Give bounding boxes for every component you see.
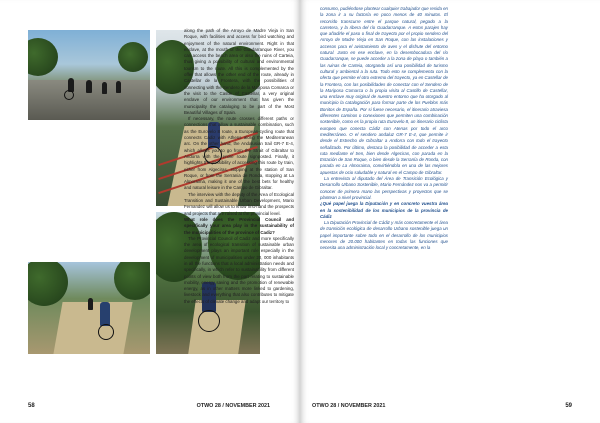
left-folio xyxy=(28,403,270,409)
page-number: 59 xyxy=(565,403,572,409)
photo-cyclists-path xyxy=(28,262,150,354)
body-paragraph: If necessary, the route crosses different paths or connections that allow a sustainable combination, such as the Eurovelo 8 route, a European-cycling route that connects Cadiz with Athens along the Mediterranean arc. On the other hand, the Andalusian trail GR-7 E-4, which allows you to go from the Strait of Gibraltar to Andorra with the entire route signposted. Finally, it highlights the possibility of accessing this route by train, either from Algeciras, stopping at the station of San Roque, or from the Serrania de Ronda, stopping at La Almoraima, making it one of the best bets for healthy and natural leisure in the Campo de Gibraltar. xyxy=(184,116,294,191)
right-page xyxy=(300,0,600,423)
body-paragraph: La Diputación Provincial de Cádiz y más concretamente el área de transición ecológica de desarrollo Urbano sostenible juega un papel importante sobre todo en el desarrollo de los municipios menores de 20.000 habitantes en todas las funciones que necesita una administración local y concretamente, en la xyxy=(320,220,448,251)
issue-label: OTWO 28 / NOVEMBER 2021 xyxy=(196,403,270,409)
page-number: 58 xyxy=(28,403,35,409)
photo-cyclists-road xyxy=(28,30,150,120)
body-paragraph: consumo, pudiéndose plantear cualquier trabajador que resida en la zona ir a su factoría en poco menos de 40 minutos. El recorrido transcurre entre el parque natural, pegado a la carretera, y la ribera del río Guadarranque. A estos parajes hay que añadirle el paso o final de trayecto por el propio sendero del Arroyo de Madre Vieja en San Roque, con las instalaciones y accesos para el avistamiento de aves y el disfrute del entorno natural. Justo en ese enclave, en la desembocadura del río Guadarranque, se puede acceder a la zona de playa o también a las ruinas de Carteia, otorgando así una posibilidad de turismo cultural y ambiental a la ruta. Todo esto se complementa con la oferta que permite el otro extremo del trayecto, ya en Castellar de la Frontera, con las posibilidades de conectar con el Sendero de la Mariposa Comarca o la propia visita al Castillo de Castellar, una enclave muy original de nuestro entorno que ha otorgado al municipio la catalogación para formar parte de los Pueblos más Bonitos de España. Por si fuese necesario, el itinerario atraviesa diferentes caminos o conexiones que permiten una combinación sostenible, como es la propia ruta Eurovelo 8, un itinerario ciclista europeo que conecta Cádiz con Atenas por todo el arco mediterráneo. O el sendero andaluz GR-7 E-4, que permite ir desde el Estrecho de Gibraltar a Andorra con todo el trayecto señalizado. Por último, destaca la posibilidad de acceder a esta ruta mediante el tren, bien desde Algeciras, con parada en la Estación de San Roque, o bien desde la Serranía de Ronda, con parada en La Almoraima, convirtiéndola en una de las mejores apuestas de ocio saludable y natural en el Campo de Gibraltar. xyxy=(320,6,448,175)
left-text-column xyxy=(184,28,294,305)
body-paragraph: The interview with the deputy of the Area of Ecological Transition and Sustainable Urban Development, Mario Fernandez will allow us to know first-hand the prospects and projects that are raised at the provincial level. xyxy=(184,191,294,216)
body-paragraph: La entrevista al diputado del Área de Transición Ecológica y Desarrollo Urbano Sostenible, Mario Fernández nos va a permitir conocer de primera mano las perspectivas y proyectos que se plantean a nivel provincial. xyxy=(320,176,448,200)
body-paragraph: The Provincial Council of Cadiz and more specifically the area of ecological transition of sustainable urban development plays an important role especially in the development of municipalities under 20, 000 inhabitants in all the functions that a local administration needs and specifically, in which refer to sustainability from different points of view both from the part relating to sustainable mobility, energy saving and the promotion of renewable energy, as in other matters more linked to gardening, livestock and everything that also contributes to mitigate the effects of climate change and adapt our territory to xyxy=(184,235,294,304)
interview-question: ¿Qué papel juega la Diputación y en concreto vuestra área en la sostenibilidad de los municipios de la provincia de Cádiz xyxy=(320,201,448,219)
body-paragraph: along the path of the Arroyo de Madre Vieja in San Roque, with facilities and access for bird watching and enjoyment of the natural environment. Right in that enclave, at the mouth of the Guadarranque River, you can access the beach area or also the ruins of Carteia, thus giving a possibility of cultural and environmental tourism to the route. All this is complemented by the offer that allows the other end of the route, already in Castellar de la Frontera, with the possibilities of connecting with the Sendero de la Mariposa Comarca or the visit to the Castle of Castellar, a very original enclave of our environment that has given the municipality the cataloging to be part of the Most Beautiful Villages of Spain. xyxy=(184,28,294,115)
issue-label: OTWO 28 / NOVEMBER 2021 xyxy=(312,403,386,409)
interview-question: What role does the Provincial Council and specifically your area play in the sustainability of the municipalities of the province of Cadiz? xyxy=(184,216,294,235)
right-folio xyxy=(312,403,572,409)
right-text-column xyxy=(320,6,448,252)
